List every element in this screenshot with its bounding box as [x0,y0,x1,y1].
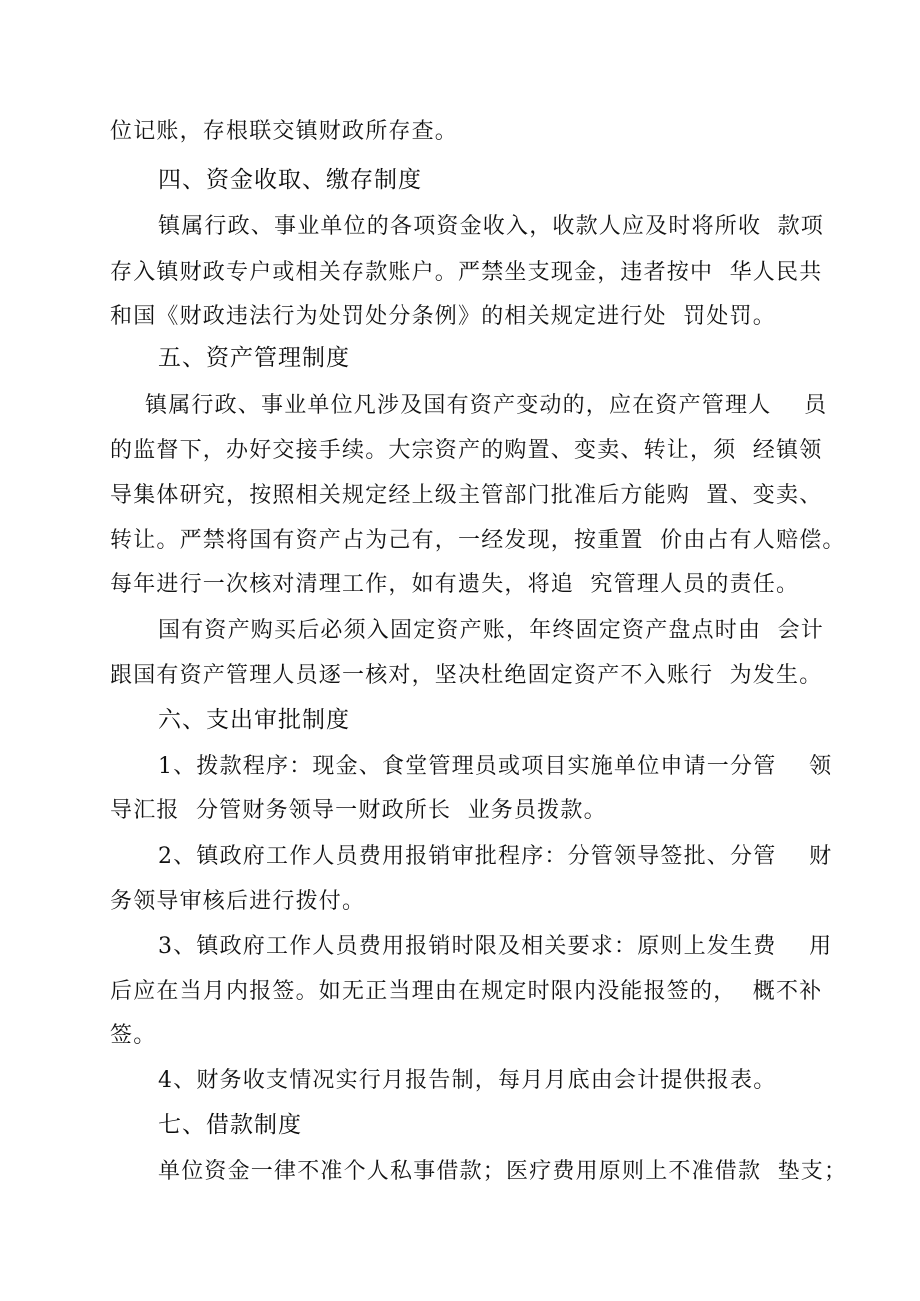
paragraph-line: 国有资产购买后必须入固定资产账，年终固定资产盘点时由 会计 [158,618,824,643]
section-heading-7: 七、借款制度 [158,1112,302,1138]
paragraph-line: 导汇报 分管财务领导一财政所长 业务员拨款。 [110,798,607,823]
paragraph-line: 镇属行政、事业单位凡涉及国有资产变动的，应在资产管理人 员 [145,393,828,418]
section-heading-4: 四、资金收取、缴存制度 [158,167,422,193]
paragraph-line: 签。 [110,1023,157,1048]
paragraph-line: 导集体研究，按照相关规定经上级主管部门批准后方能购 置、变卖、 [110,483,823,508]
paragraph-line: 后应在当月内报签。如无正当理由在规定时限内没能报签的， 概不补 [110,979,823,1004]
paragraph-line: 1、拨款程序：现金、食堂管理员或项目实施单位申请一分管 领 [158,754,833,779]
paragraph-line: 2、镇政府工作人员费用报销审批程序：分管领导签批、分管 财 [158,844,833,869]
paragraph-line: 每年进行一次核对清理工作，如有遗失，将追 究管理人员的责任。 [110,572,800,597]
paragraph-line: 单位资金一律不准个人私事借款；医疗费用原则上不准借款 垫支； [158,1159,848,1184]
paragraph-line: 和国《财政违法行为处罚处分条例》的相关规定进行处 罚处罚。 [110,304,776,329]
paragraph-line: 存入镇财政专户或相关存款账户。严禁坐支现金，违者按中 华人民共 [110,260,823,285]
section-heading-6: 六、支出审批制度 [158,707,350,733]
section-heading-5: 五、资产管理制度 [158,345,350,371]
paragraph-line: 4、财务收支情况实行月报告制，每月月底由会计提供报表。 [158,1068,777,1093]
paragraph-line: 转让。严禁将国有资产占为己有，一经发现，按重置 价由占有人赔偿。 [110,528,846,553]
paragraph-line: 镇属行政、事业单位的各项资金收入，收款人应及时将所收 款项 [158,214,824,239]
paragraph-line: 位记账，存根联交镇财政所存查。 [110,119,459,144]
paragraph-line: 3、镇政府工作人员费用报销时限及相关要求：原则上发生费 用 [158,934,833,959]
paragraph-line: 的监督下，办好交接手续。大宗资产的购置、变卖、转让，须 经镇领 [110,438,823,463]
paragraph-line: 务领导审核后进行拨付。 [110,889,366,914]
paragraph-line: 跟国有资产管理人员逐一核对，坚决杜绝固定资产不入账行 为发生。 [110,663,823,688]
